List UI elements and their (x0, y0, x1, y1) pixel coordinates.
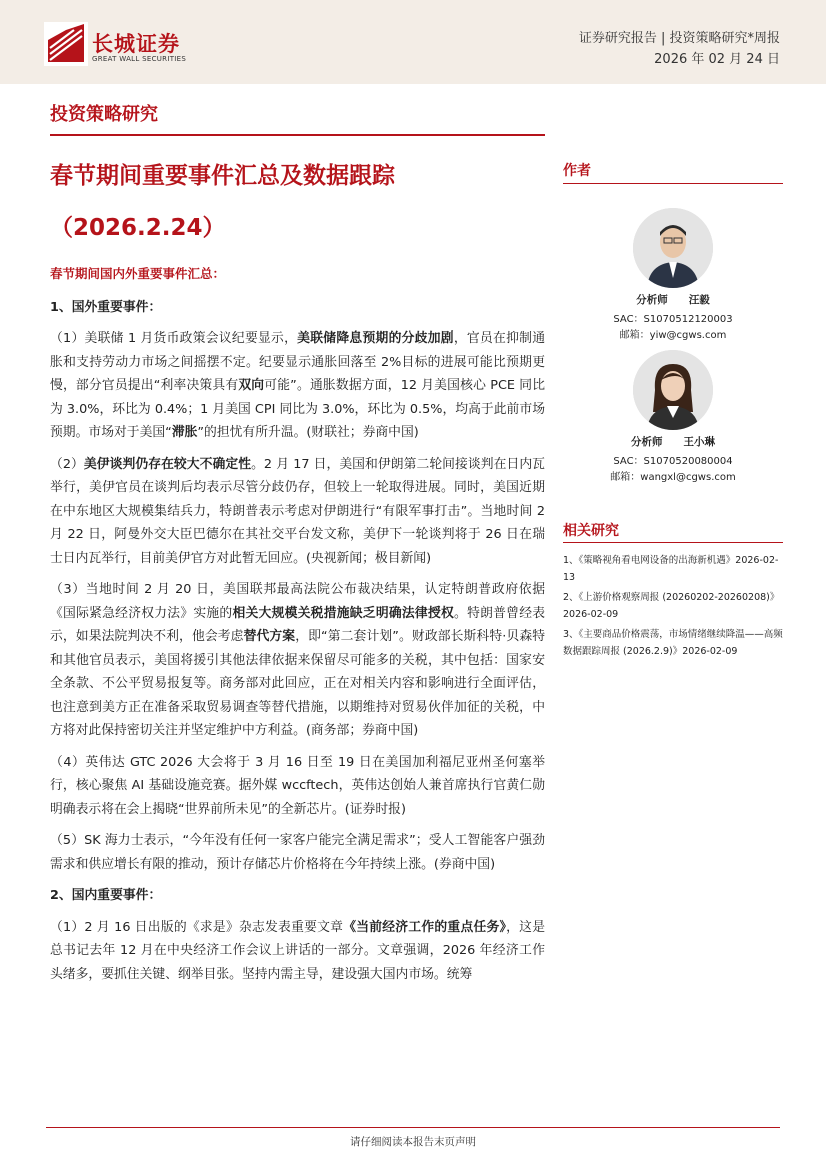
analyst-2-avatar (633, 350, 713, 430)
page-header (0, 0, 826, 84)
related-research-list (563, 553, 783, 664)
related-item[interactable]: 2、《上游价格观察周报 (20260202-20260208)》2026-02-09 (563, 592, 780, 620)
related-research-heading: 相关研究 (563, 523, 619, 539)
title-line-2: （2026.2.24） (50, 215, 226, 241)
analyst-1-avatar (633, 208, 713, 288)
paragraph-tariff: （3）当地时间 2 月 20 日，美国联邦最高法院公布裁决结果，认定特朗普政府依据《国际紧急经济权力法》实施的相关大规模关税措施缺乏明确法律授权。特朗普曾经表示，如果法院判决不利，他会考虑替代方案，即“第二套计划”。财政部长斯科特·贝森特和其他官员表示，美国将援引其他法律依据来保留尽可能多的关税，其中包括：国家安全条款、不公平贸易报复等。商务部对此回应，正在对相关内容和影响进行全面评估，也注意到美方正在准备采取贸易调查等替代措施，以期维持对贸易伙伴加征的关税，中方将对此保持密切关注并坚定维护中方利益。(商务部；券商中国) (50, 582, 546, 738)
paragraph-nvidia: （4）英伟达 GTC 2026 大会将于 3 月 16 日至 19 日在美国加利福尼亚州圣何塞举行，核心聚焦 AI 基础设施竞赛。据外媒 wccftech，英伟达创始人兼首席执行官黄仁勋明确表示将在会上揭晓“世界前所未见”的全新芯片。(证券时报) (50, 754, 545, 817)
paragraph-us-iran: （2）美伊谈判仍存在较大不确定性。2 月 17 日，美国和伊朗第二轮间接谈判在日内瓦举行，美伊官员在谈判后均表示尽管分歧仍存，但较上一轮取得进展。同时，美国近期在中东地区大规模集结兵力，特朗普表示考虑对伊朗进行“有限军事打击”。当地时间 2 月 22 日，阿曼外交大臣巴德尔在其社交平台发文称，美伊下一轮谈判将于 26 日在瑞士日内瓦举行，目前美伊官方对此暂无回应。(央视新闻；极目新闻) (50, 456, 545, 566)
analyst-1-email: 邮箱：yiw@cgws.com (619, 330, 727, 341)
analyst-2-email: 邮箱：wangxl@cgws.com (610, 472, 736, 483)
paragraph-sk-hynix: （5）SK 海力士表示，“今年没有任何一家客户能完全满足需求”；受人工智能客户强劲需求和供应增长有限的推动，预计存储芯片价格将在今年持续上涨。(券商中国) (50, 833, 545, 872)
title-divider (50, 134, 545, 136)
foreign-events-heading: 1、国外重要事件： (50, 299, 162, 315)
page-title (50, 150, 545, 254)
title-line-1: 春节期间重要事件汇总及数据跟踪 (50, 163, 395, 189)
logo-text-cn: 长城证券 (92, 32, 180, 56)
analyst-2-name: 分析师 王小琳 (631, 436, 715, 448)
header-meta (579, 28, 780, 70)
footer-divider (46, 1127, 780, 1128)
paragraph-qiushi: （1）2 月 16 日出版的《求是》杂志发表重要文章《当前经济工作的重点任务》，这是总书记去年 12 月在中央经济工作会议上讲话的一部分。文章强调，2026 年经济工作头绪多，要抓住关键、纲举目张。坚持内需主导，建设强大国内市场。统筹 (50, 919, 546, 982)
section-title: 投资策略研究 (50, 104, 158, 125)
person-icon (633, 350, 713, 430)
related-divider (563, 542, 783, 543)
analyst-1-sac: SAC：S1070512120003 (613, 314, 733, 325)
domestic-events-heading: 2、国内重要事件： (50, 888, 162, 903)
related-item[interactable]: 1、《策略视角看电网设备的出海新机遇》2026-02-13 (563, 555, 779, 583)
intro-heading: 春节期间国内外重要事件汇总： (50, 266, 226, 281)
analyst-2-sac: SAC：S1070520080004 (613, 456, 733, 467)
company-logo (44, 22, 194, 70)
great-wall-logo-icon (44, 22, 88, 66)
main-content (50, 262, 545, 994)
report-type: 证券研究报告 | 投资策略研究*周报 (578, 31, 780, 46)
report-date: 2026 年 02 月 24 日 (654, 52, 780, 67)
author-heading: 作者 (563, 163, 591, 179)
analyst-1-name: 分析师 汪毅 (636, 294, 710, 306)
footer-disclaimer: 请仔细阅读本报告末页声明 (350, 1136, 476, 1148)
author-divider (563, 183, 783, 184)
person-icon (633, 208, 713, 288)
paragraph-fed: （1）美联储 1 月货币政策会议纪要显示，美联储降息预期的分歧加剧，官员在抑制通胀和支持劳动力市场之间摇摆不定。纪要显示通胀回落至 2%目标的进展可能比预期更慢，部分官员提出“利率决策具有双向可能”。通胀数据方面，12 月美国核心 PCE 同比为 3.0%，环比为 0.4%；1 月美国 CPI 同比为 3.0%，环比为 0.5%，均高于此前市场预期。市场对于美国“滞胀”的担忧有所升温。(财联社；券商中国) (50, 331, 546, 440)
logo-text-en: GREAT WALL SECURITIES (92, 55, 187, 63)
related-item[interactable]: 3、《主要商品价格震荡，市场情绪继续降温——高频数据跟踪周报 (2026.2.9)》2026-02-09 (563, 629, 783, 657)
